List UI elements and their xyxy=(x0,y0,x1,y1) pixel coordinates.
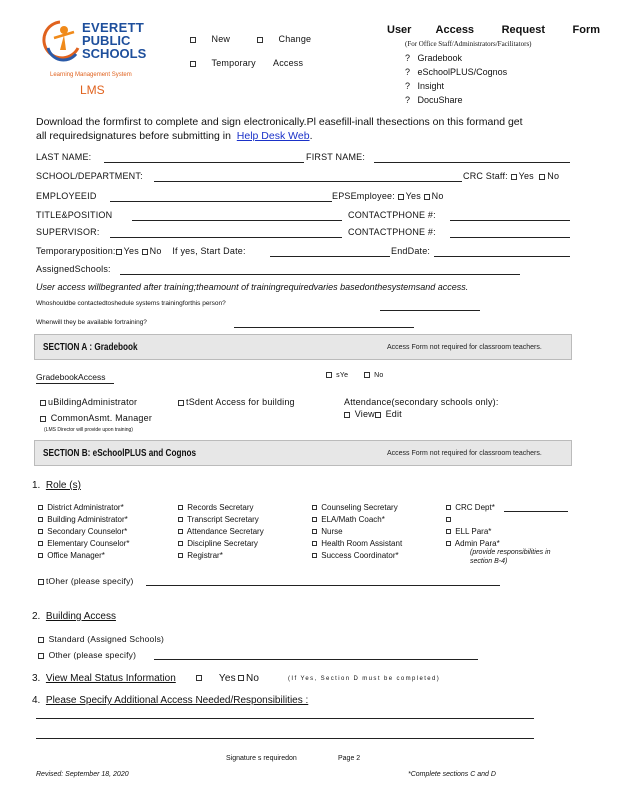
section-b-title: SECTION B: eSchoolPLUS and Cognos xyxy=(43,448,197,459)
meal-no-checkbox[interactable] xyxy=(238,675,244,681)
section-a-title: SECTION A : Gradebook xyxy=(43,342,138,353)
change-option[interactable] xyxy=(257,34,311,44)
additional-line-2[interactable] xyxy=(36,738,534,739)
eps-yes-checkbox[interactable] xyxy=(398,194,404,200)
building-other-checkbox[interactable] xyxy=(38,653,44,659)
student-access-option[interactable]: tSdent Access for building xyxy=(178,397,295,407)
who-contact-label: Whoshouldbe contactedtoshedule systems trainingforthis person? xyxy=(36,300,226,307)
role-checkbox[interactable] xyxy=(38,517,43,522)
lms-label: LMS xyxy=(80,83,105,97)
additional-line-1[interactable] xyxy=(36,718,534,719)
lms-director-note: (LMS Director will provide upon training) xyxy=(44,427,133,433)
logo-text-everett: EVERETT xyxy=(82,20,145,35)
role-office-manager[interactable]: Office Manager* xyxy=(38,551,105,560)
role-admin-para[interactable]: Admin Para* xyxy=(446,539,500,548)
supervisor-field[interactable] xyxy=(110,237,342,238)
revised-date: Revised: September 18, 2020 xyxy=(36,771,129,778)
role-checkbox[interactable] xyxy=(312,505,317,510)
when-available-label: Whenwill they be available fortraining? xyxy=(36,319,147,326)
employee-id-field[interactable] xyxy=(110,201,332,202)
role-health-room-assistant[interactable]: Health Room Assistant xyxy=(312,539,402,548)
role-checkbox[interactable] xyxy=(312,517,317,522)
employee-id-label: EMPLOYEEID xyxy=(36,191,97,201)
assigned-schools-label: AssignedSchools: xyxy=(36,264,111,274)
role-checkbox[interactable] xyxy=(178,505,183,510)
first-name-label: FIRST NAME: xyxy=(306,152,366,162)
form-subtitle: (For Office Staff/Administrators/Facilitators) xyxy=(405,40,532,48)
eps-employee-label: EPSEmployee: Yes No xyxy=(332,191,444,201)
temp-position-label: Temporaryposition: Yes No If yes, Start Date: xyxy=(36,246,246,256)
common-asmt-checkbox[interactable] xyxy=(40,416,46,422)
when-available-field[interactable] xyxy=(234,327,414,328)
section-b-header xyxy=(34,440,572,466)
form-title: User Access Request Form xyxy=(387,24,600,36)
building-access-heading: 2. Building Access xyxy=(32,611,116,622)
title-position-field[interactable] xyxy=(132,220,342,221)
building-standard-option[interactable]: Standard (Assigned Schools) xyxy=(38,634,164,644)
meal-status-heading: 3. View Meal Status Information xyxy=(32,673,176,684)
role-other-option[interactable]: tOher (please specify) xyxy=(38,576,134,586)
view-checkbox[interactable] xyxy=(344,412,350,418)
building-admin-checkbox[interactable] xyxy=(40,400,46,406)
admin-para-note-1: (provide responsibilities in xyxy=(470,549,551,556)
meal-yes-option[interactable]: Yes xyxy=(196,673,236,684)
contact-phone-label: CONTACTPHONE #: xyxy=(348,210,436,220)
crc-yes-checkbox[interactable] xyxy=(511,174,517,180)
crc-staff-label: CRC Staff: Yes No xyxy=(463,171,560,181)
temporary-checkbox[interactable] xyxy=(190,61,196,67)
role-district-admin[interactable]: District Administrator* xyxy=(38,503,124,512)
role-registrar[interactable]: Registrar* xyxy=(178,551,223,560)
supervisor-phone-label: CONTACTPHONE #: xyxy=(348,227,436,237)
gradebook-no-option[interactable]: No xyxy=(364,372,384,379)
role-checkbox[interactable] xyxy=(178,517,183,522)
system-gradebook: ? Gradebook xyxy=(405,53,463,63)
role-checkbox[interactable] xyxy=(446,529,451,534)
temp-yes-checkbox[interactable] xyxy=(116,249,122,255)
role-checkbox[interactable] xyxy=(446,517,451,522)
role-transcript-secretary[interactable]: Transcript Secretary xyxy=(178,515,259,524)
new-label: New xyxy=(211,34,231,44)
supervisor-phone-field[interactable] xyxy=(450,237,570,238)
role-checkbox[interactable] xyxy=(446,541,451,546)
system-docushare: ? DocuShare xyxy=(405,95,463,105)
role-checkbox[interactable] xyxy=(38,505,43,510)
role-discipline-secretary[interactable]: Discipline Secretary xyxy=(178,539,258,548)
meal-yes-checkbox[interactable] xyxy=(196,675,202,681)
section-a-note: Access Form not required for classroom teachers. xyxy=(387,344,542,351)
section-b-note: Access Form not required for classroom teachers. xyxy=(387,450,542,457)
intro-line2: all requiredsignatures before submitting in Help Desk Web. xyxy=(36,130,313,142)
role-checkbox[interactable] xyxy=(178,553,183,558)
access-label: Access xyxy=(273,58,304,68)
new-checkbox[interactable] xyxy=(190,37,196,43)
assigned-schools-field[interactable] xyxy=(120,274,520,275)
school-dept-label: SCHOOL/DEPARTMENT: xyxy=(36,171,143,181)
logo-text-schools: SCHOOLS xyxy=(82,46,147,61)
crc-no-checkbox[interactable] xyxy=(539,174,545,180)
role-ell-para[interactable]: ELL Para* xyxy=(446,527,491,536)
role-success-coordinator[interactable]: Success Coordinator* xyxy=(312,551,399,560)
section-a-header xyxy=(34,334,572,360)
logo-figure-icon xyxy=(42,18,82,68)
system-insight: ? Insight xyxy=(405,81,445,91)
system-eschoolplus: ? eSchoolPLUS/Cognos xyxy=(405,67,508,77)
role-checkbox[interactable] xyxy=(312,529,317,534)
gradebook-access-label: GradebookAccess xyxy=(36,372,114,384)
intro-line1: Download the formfirst to complete and sign electronically.Pl easefill-inall thesections on this formand get xyxy=(36,116,523,128)
last-name-field[interactable] xyxy=(104,162,304,163)
new-option[interactable] xyxy=(190,34,230,44)
attendance-view-option[interactable]: View Edit xyxy=(344,409,402,419)
end-date-label: EndDate: xyxy=(391,246,431,256)
standard-checkbox[interactable] xyxy=(38,637,44,643)
gradebook-yes-option[interactable]: sYe xyxy=(326,372,348,379)
eps-no-checkbox[interactable] xyxy=(424,194,430,200)
title-position-label: TITLE&POSITION xyxy=(36,210,113,220)
edit-checkbox[interactable] xyxy=(375,412,381,418)
last-name-label: LAST NAME: xyxy=(36,152,92,162)
role-checkbox[interactable] xyxy=(178,529,183,534)
role-nurse[interactable]: Nurse xyxy=(312,527,343,536)
first-name-field[interactable] xyxy=(374,162,570,163)
logo-tagline: Learning Management System xyxy=(50,72,132,78)
meal-no-option[interactable]: No xyxy=(238,673,259,684)
gradebook-no-checkbox[interactable] xyxy=(364,372,370,378)
role-checkbox[interactable] xyxy=(312,541,317,546)
change-label: Change xyxy=(278,34,312,44)
temporary-option[interactable] xyxy=(190,58,256,68)
contact-phone-field[interactable] xyxy=(450,220,570,221)
role-records-secretary[interactable]: Records Secretary xyxy=(178,503,253,512)
role-checkbox[interactable] xyxy=(38,541,43,546)
role-checkbox[interactable] xyxy=(312,553,317,558)
role-checkbox[interactable] xyxy=(38,553,43,558)
role-ela-math-coach[interactable]: ELA/Math Coach* xyxy=(312,515,385,524)
additional-access-heading: 4. Please Specify Additional Access Needed/Responsibilities : xyxy=(32,695,309,706)
change-checkbox[interactable] xyxy=(257,37,263,43)
role-checkbox[interactable] xyxy=(446,505,451,510)
gradebook-yes-checkbox[interactable] xyxy=(326,372,332,378)
start-date-field[interactable] xyxy=(270,256,390,257)
temp-no-checkbox[interactable] xyxy=(142,249,148,255)
role-checkbox[interactable] xyxy=(178,541,183,546)
temporary-label: Temporary xyxy=(211,58,256,68)
role-elementary-counselor[interactable]: Elementary Counselor* xyxy=(38,539,130,548)
role-other-field[interactable] xyxy=(146,585,500,586)
role-attendance-secretary[interactable]: Attendance Secretary xyxy=(178,527,264,536)
attendance-label: Attendance(secondary schools only): xyxy=(344,397,499,407)
role-other-checkbox[interactable] xyxy=(38,579,44,585)
end-date-field[interactable] xyxy=(434,256,570,257)
role-blank[interactable] xyxy=(446,515,453,524)
role-crc-dept[interactable]: CRC Dept* xyxy=(446,503,495,512)
role-secondary-counselor[interactable]: Secondary Counselor* xyxy=(38,527,127,536)
page-number: Page 2 xyxy=(338,755,361,762)
meal-note: (If Yes, Section D must be completed) xyxy=(288,676,441,682)
complete-sections-note: *Complete sections C and D xyxy=(408,771,496,778)
student-access-checkbox[interactable] xyxy=(178,400,184,406)
supervisor-label: SUPERVISOR: xyxy=(36,227,100,237)
role-heading: 1. Role (s) xyxy=(32,480,81,491)
role-checkbox[interactable] xyxy=(38,529,43,534)
building-admin-option[interactable]: uBildingAdministrator xyxy=(40,397,137,407)
district-logo xyxy=(42,18,152,78)
who-contact-field[interactable] xyxy=(380,310,480,311)
role-counseling-secretary[interactable]: Counseling Secretary xyxy=(312,503,398,512)
logo-text-public: PUBLIC xyxy=(82,33,131,48)
school-dept-field[interactable] xyxy=(154,181,462,182)
building-other-field[interactable] xyxy=(154,659,478,660)
common-asmt-option[interactable]: CommonAsmt. Manager xyxy=(40,413,152,423)
crc-dept-field[interactable] xyxy=(504,511,568,512)
training-note: User access willbegranted after training;theamount of trainingrequiredvaries basedonthesystemsand access. xyxy=(36,282,469,292)
signature-note: Signature s requiredon xyxy=(226,755,297,762)
admin-para-note-2: section B-4) xyxy=(470,558,508,565)
help-desk-link[interactable]: Help Desk Web xyxy=(236,130,310,142)
role-building-admin[interactable]: Building Administrator* xyxy=(38,515,128,524)
building-other-option[interactable]: Other (please specify) xyxy=(38,650,136,660)
